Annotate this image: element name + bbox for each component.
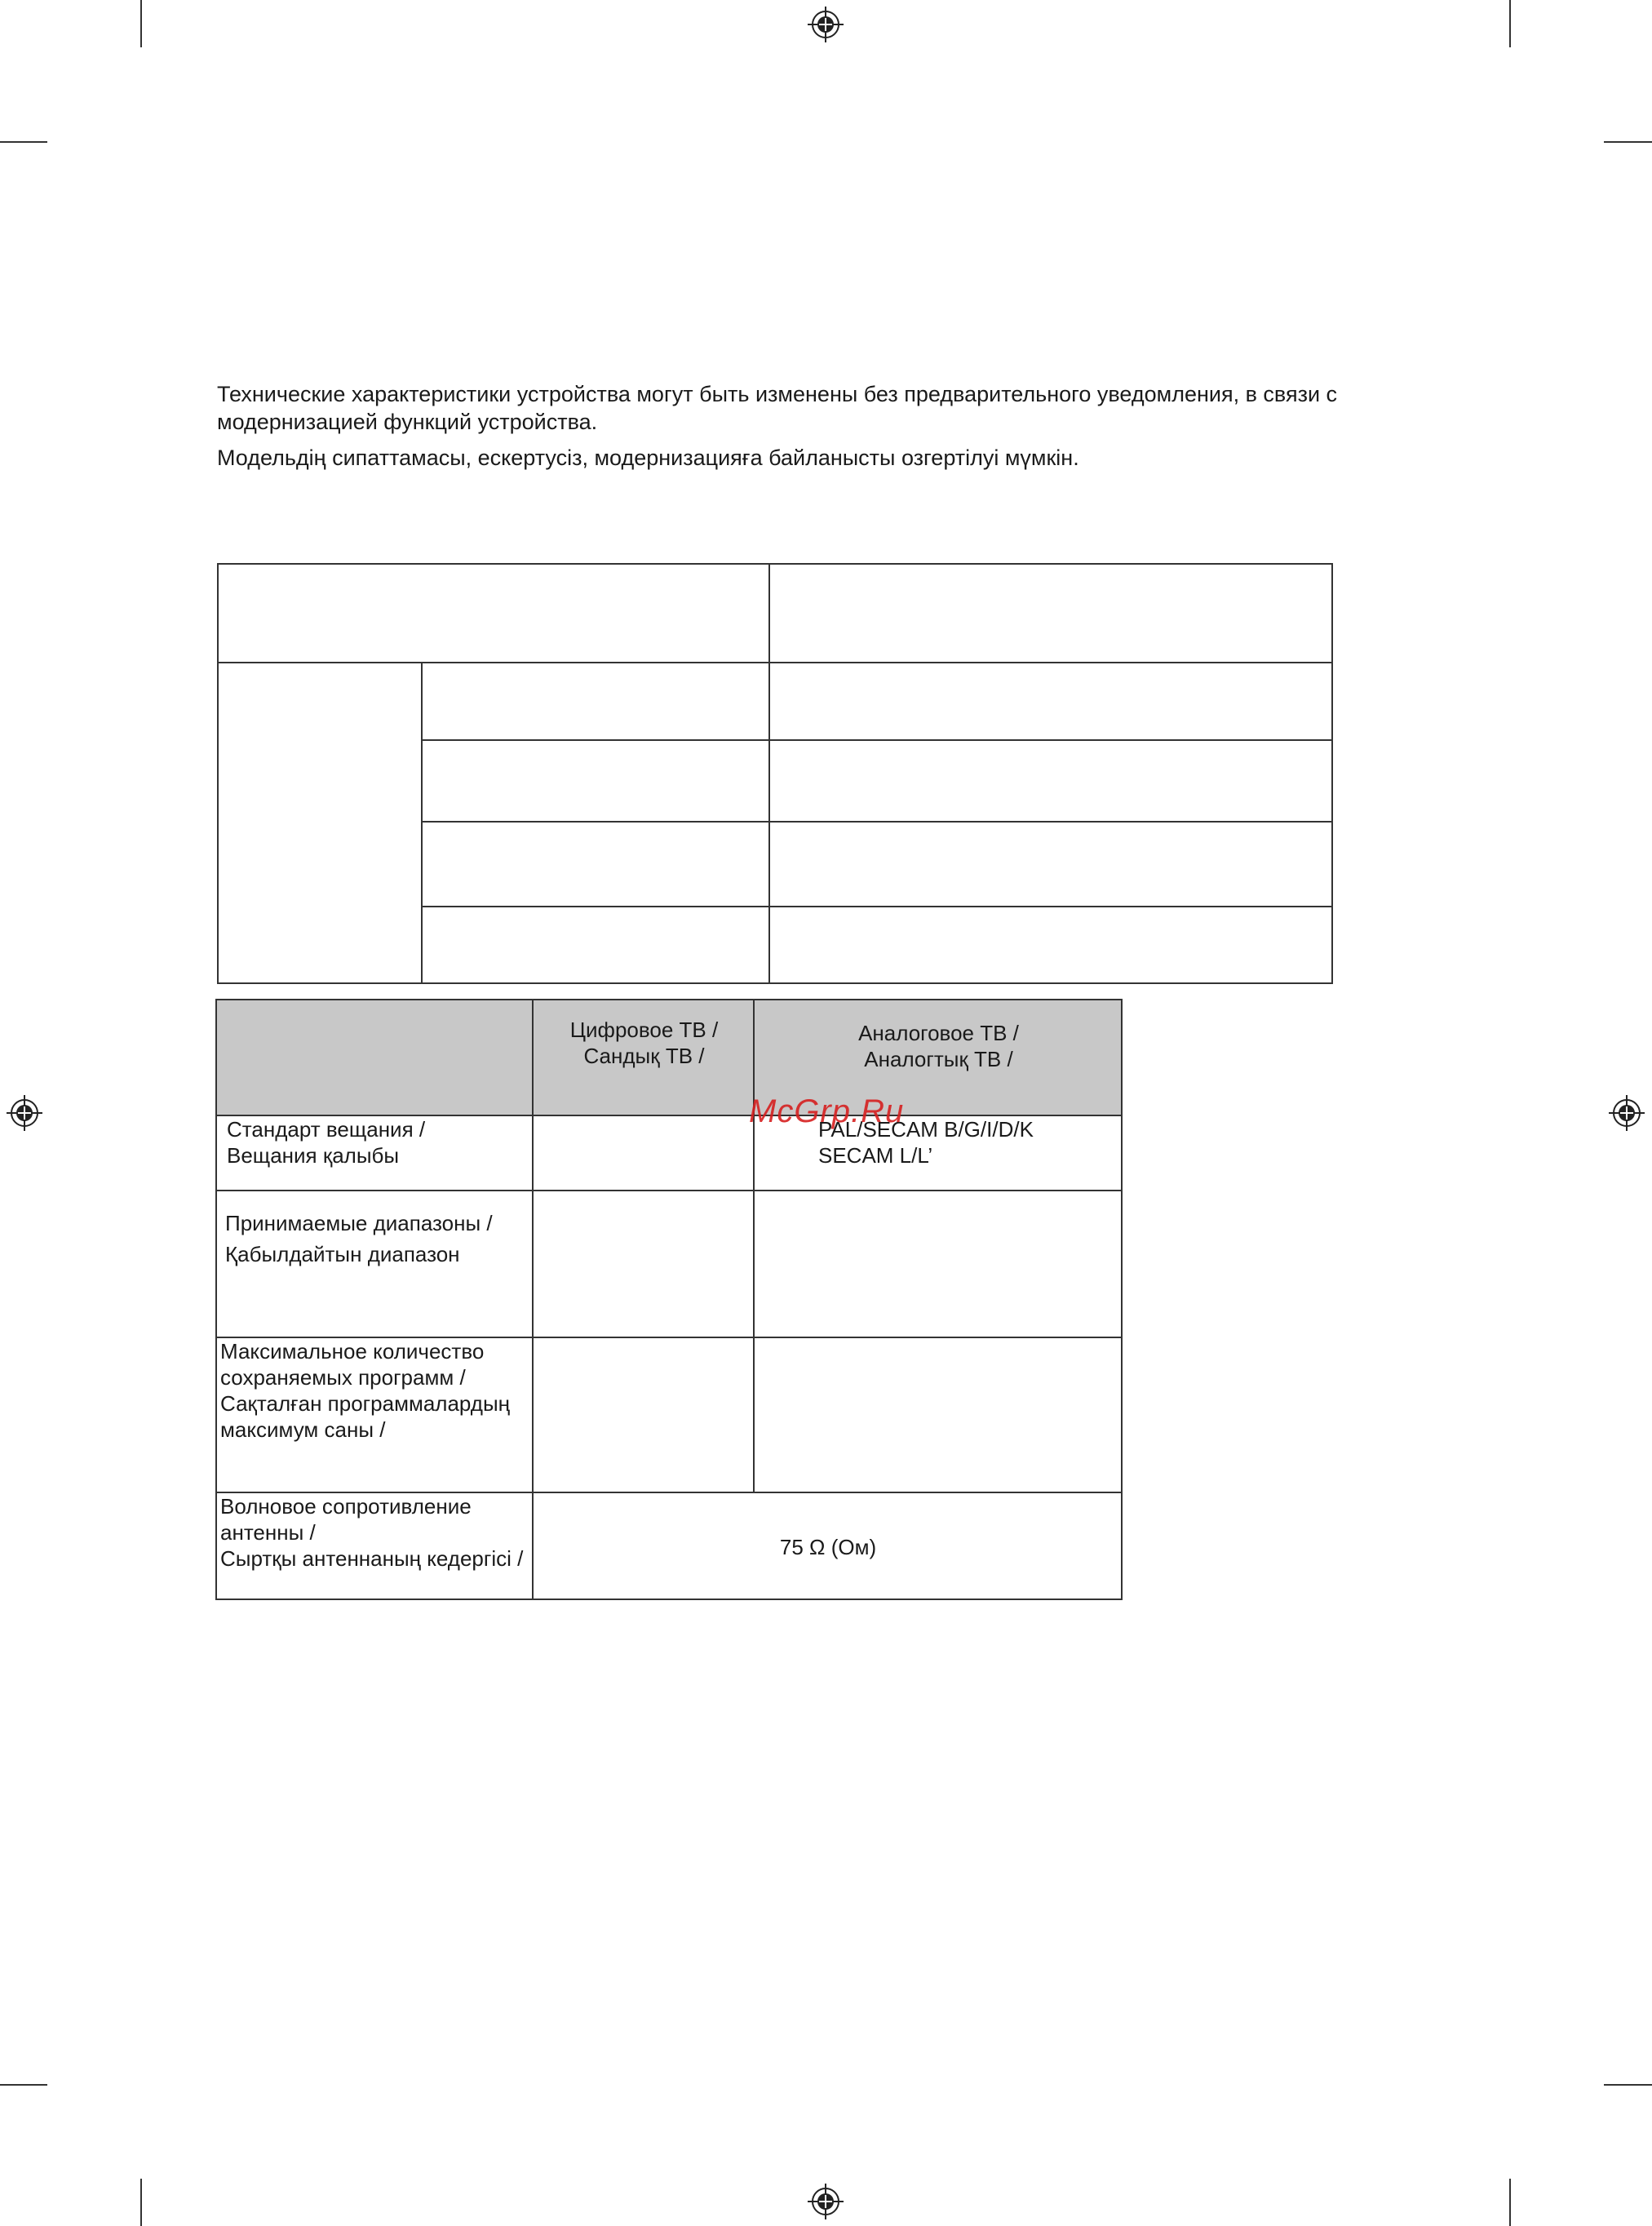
tv-spec-table (215, 999, 1123, 1600)
table-border (217, 982, 1333, 984)
cell-digital (533, 1115, 754, 1191)
crop-mark (140, 2179, 142, 2226)
table-divider (217, 662, 1333, 663)
header-empty-cell (216, 1000, 533, 1115)
registration-mark-icon (7, 1095, 42, 1131)
table-row (216, 1191, 1122, 1337)
table-divider (421, 906, 1333, 907)
cell-analog: PAL/SECAM B/G/I/D/K SECAM L/L’ (754, 1115, 1122, 1191)
table-border (1331, 563, 1333, 984)
watermark: McGrp.Ru (749, 1093, 905, 1129)
cell-impedance-value: 75 Ω (Ом) (533, 1492, 1122, 1599)
crop-mark (1604, 2084, 1652, 2086)
registration-mark-icon (1609, 1095, 1645, 1131)
table-divider (421, 662, 423, 984)
crop-mark (0, 2084, 47, 2086)
crop-mark (1509, 2179, 1511, 2226)
table-row (216, 1337, 1122, 1492)
header-analog-tv: Аналоговое ТВ / Аналогтық ТВ / (754, 1000, 1122, 1115)
table-header-row (216, 1000, 1122, 1115)
cell-analog (754, 1337, 1122, 1492)
crop-mark (1509, 0, 1511, 47)
table-divider (768, 563, 770, 984)
row-label-max-programs: Максимальное количество сохраняемых программ / Сақталған программалардың максимум саны / (216, 1337, 533, 1492)
table-divider (421, 739, 1333, 741)
cell-digital (533, 1191, 754, 1337)
cell-analog (754, 1191, 1122, 1337)
registration-mark-icon (808, 7, 844, 42)
table-border (217, 563, 219, 984)
header-digital-tv: Цифровое ТВ / Сандық ТВ / (533, 1000, 754, 1115)
intro-line-kz: Модельдің сипаттамасы, ескертусіз, модернизацияға байланысты озгертілуі мүмкін. (217, 446, 1079, 470)
table-row (216, 1492, 1122, 1599)
table-divider (421, 821, 1333, 823)
registration-mark-icon (808, 2184, 844, 2219)
crop-mark (0, 141, 47, 143)
cell-digital (533, 1337, 754, 1492)
row-label-broadcast-standard: Стандарт вещания / Вещания қалыбы (216, 1115, 533, 1191)
intro-text (217, 380, 1359, 480)
table-row (216, 1115, 1122, 1191)
crop-mark (1604, 141, 1652, 143)
table-border (217, 563, 1333, 565)
crop-mark (140, 0, 142, 47)
row-label-reception-bands: Принимаемые диапазоны / Қабылдайтын диапазон (216, 1191, 533, 1337)
intro-line-ru: Технические характеристики устройства могут быть изменены без предварительного уведомления, в связи с модернизацией функций устройства. (217, 382, 1338, 434)
row-label-antenna-impedance: Волновое сопротивление антенны / Сыртқы антеннаның кедергісі / (216, 1492, 533, 1599)
